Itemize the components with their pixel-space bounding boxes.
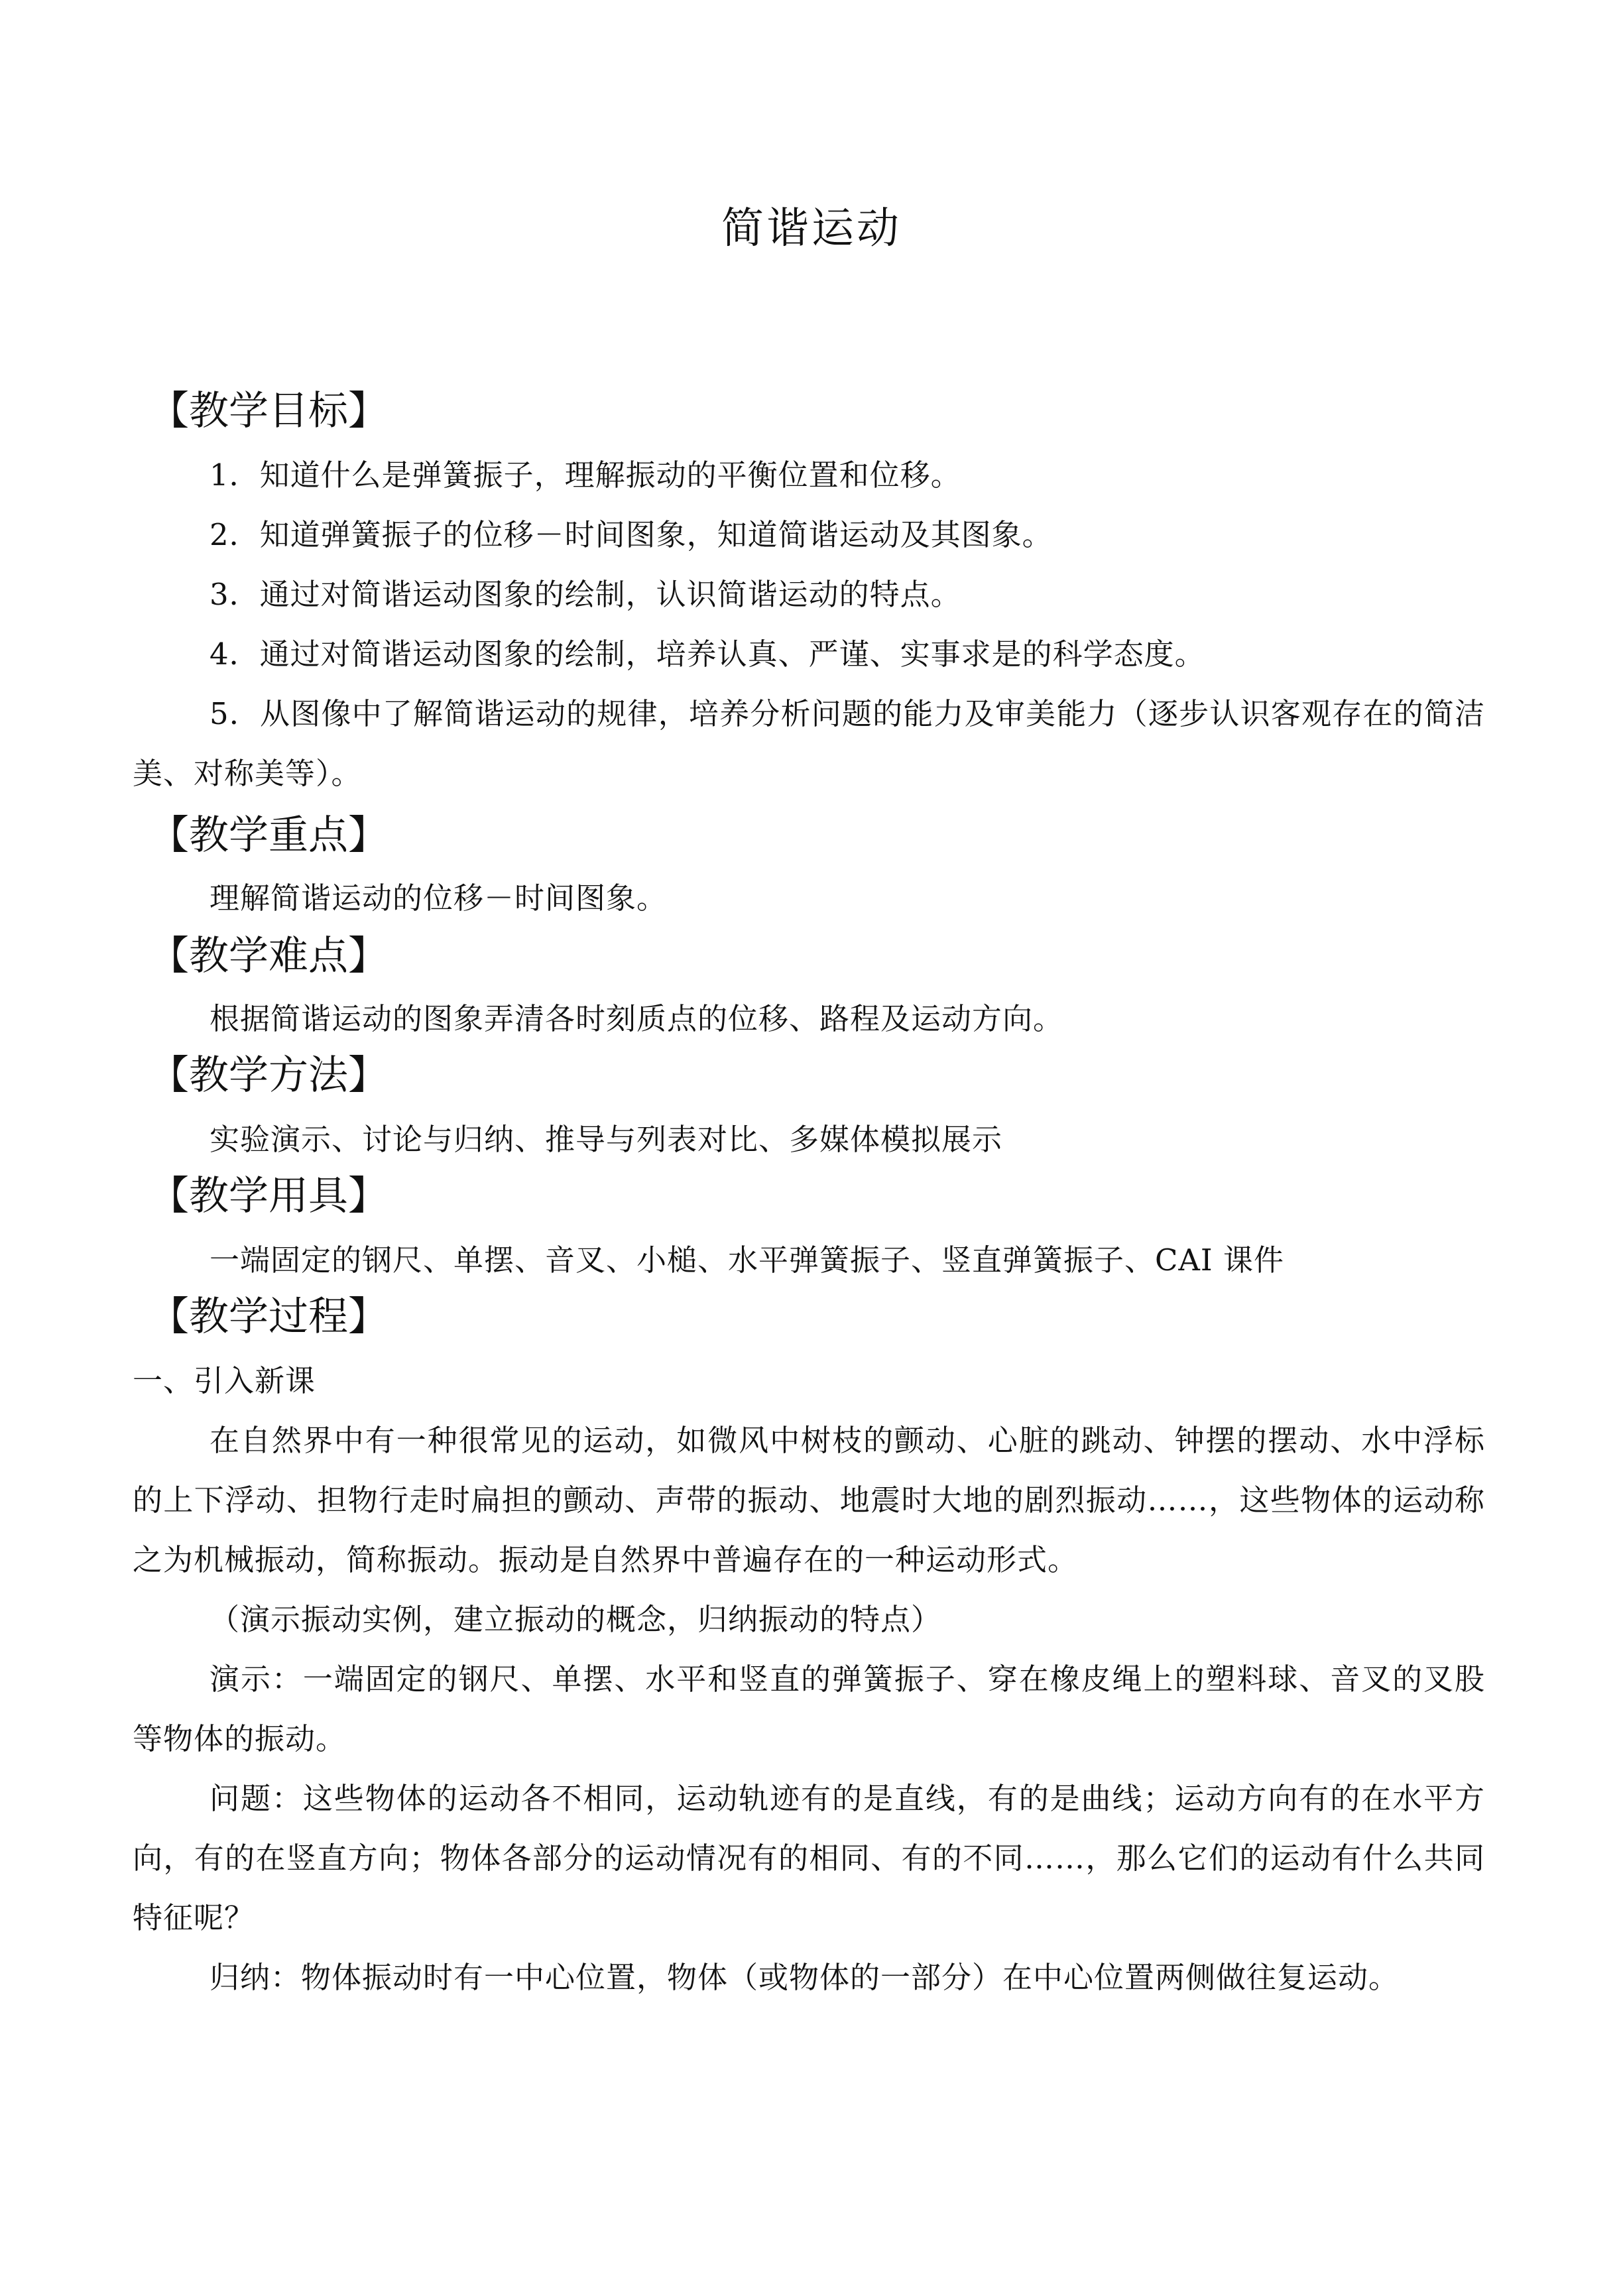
objective-item-3: 3．通过对简谐运动图象的绘制，认识简谐运动的特点。 <box>210 577 961 612</box>
process-paragraph-4: 问题：这些物体的运动各不相同，运动轨迹有的是直线，有的是曲线；运动方向有的在水平方向，有的在竖直方向；物体各部分的运动情况有的相同、有的不同……，那么它们的运动有什么共同特征呢？ <box>133 1781 1485 1935</box>
process-subheading: 一、引入新课 <box>133 1363 316 1398</box>
heading-method: 【教学方法】 <box>149 1052 388 1099</box>
heading-process: 【教学过程】 <box>149 1294 388 1340</box>
document-title: 简谐运动 <box>721 204 902 253</box>
tools-text: 一端固定的钢尺、单摆、音叉、小槌、水平弹簧振子、竖直弹簧振子、CAI 课件 <box>210 1242 1285 1278</box>
objective-item-5: 5．从图像中了解简谐运动的规律，培养分析问题的能力及审美能力（逐步认识客观存在的简洁美、对称美等）。 <box>133 696 1485 791</box>
objective-item-4: 4．通过对简谐运动图象的绘制，培养认真、严谨、实事求是的科学态度。 <box>210 636 1205 672</box>
difficulty-text: 根据简谐运动的图象弄清各时刻质点的位移、路程及运动方向。 <box>210 1001 1064 1036</box>
heading-key-point: 【教学重点】 <box>149 812 388 859</box>
heading-objectives: 【教学目标】 <box>149 388 388 434</box>
process-paragraph-1: 在自然界中有一种很常见的运动，如微风中树枝的颤动、心脏的跳动、钟摆的摆动、水中浮标的上下浮动、担物行走时扁担的颤动、声带的振动、地震时大地的剧烈振动……，这些物体的运动称之为机械振动，简称振动。振动是自然界中普遍存在的一种运动形式。 <box>133 1423 1485 1577</box>
heading-difficulty: 【教学难点】 <box>149 933 388 979</box>
process-paragraph-3: 演示：一端固定的钢尺、单摆、水平和竖直的弹簧振子、穿在橡皮绳上的塑料球、音叉的叉股等物体的振动。 <box>133 1662 1485 1756</box>
method-text: 实验演示、讨论与归纳、推导与列表对比、多媒体模拟展示 <box>210 1122 1003 1157</box>
objective-item-1: 1．知道什么是弹簧振子，理解振动的平衡位置和位移。 <box>210 457 961 493</box>
process-paragraph-5: 归纳：物体振动时有一中心位置，物体（或物体的一部分）在中心位置两侧做往复运动。 <box>210 1960 1400 1995</box>
key-point-text: 理解简谐运动的位移－时间图象。 <box>210 880 668 916</box>
heading-tools: 【教学用具】 <box>149 1173 388 1219</box>
objective-item-2: 2．知道弹簧振子的位移－时间图象，知道简谐运动及其图象。 <box>210 517 1053 552</box>
process-paragraph-2: （演示振动实例，建立振动的概念，归纳振动的特点） <box>210 1602 942 1637</box>
